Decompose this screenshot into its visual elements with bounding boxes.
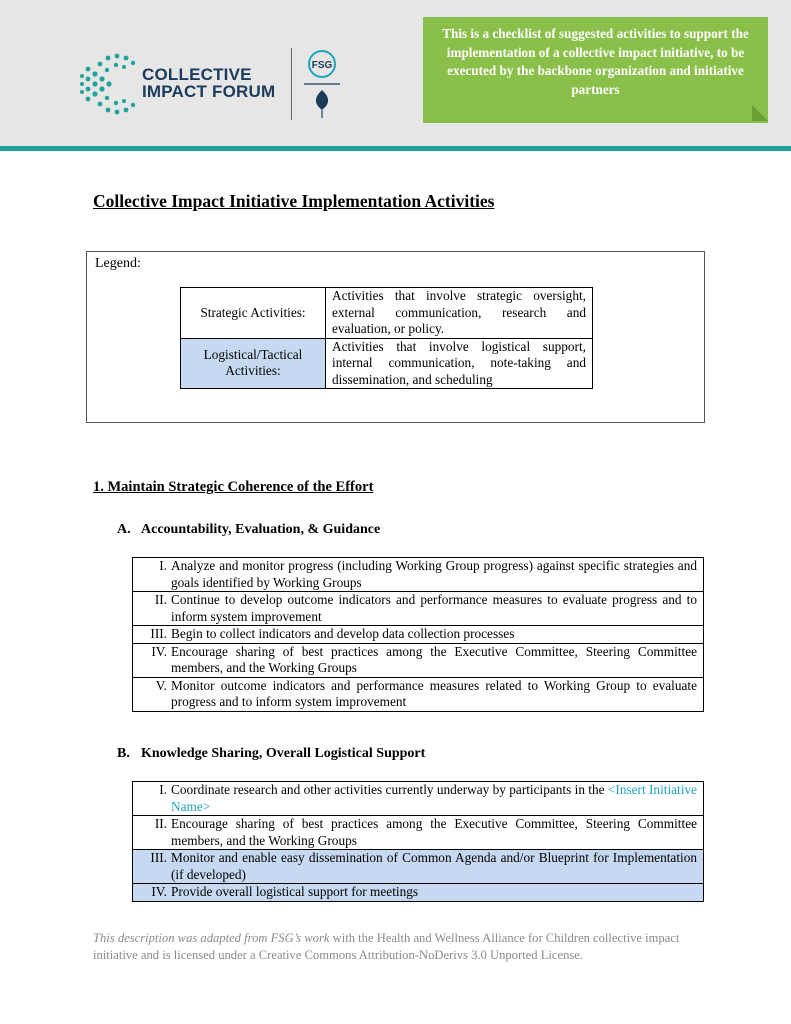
- page-title: Collective Impact Initiative Implementation Activities: [93, 191, 495, 211]
- fsg-logo: [302, 48, 342, 125]
- item-number: IV.: [133, 643, 172, 677]
- logo-line-1: COLLECTIVE: [142, 65, 252, 84]
- item-number: III.: [133, 626, 172, 644]
- footer-italic: This description was adapted from FSG’s work: [93, 931, 330, 945]
- table-row: [133, 643, 704, 677]
- legend-desc: Activities that involve logistical support, internal communication, note-taking and dissemination, and scheduling: [326, 338, 593, 389]
- item-text: Provide overall logistical support for meetings: [171, 884, 704, 902]
- legend-table: [180, 287, 593, 389]
- item-number: III.: [133, 850, 172, 884]
- callout-text: This is a checklist of suggested activities to support the implementation of a collective impact initiative, to be executed by the backbone organization and initiative partners: [442, 26, 749, 97]
- item-number: II.: [133, 816, 172, 850]
- activity-table-b: [132, 781, 704, 902]
- collective-impact-forum-logo-icon: [78, 46, 140, 127]
- legend-label: Legend:: [95, 256, 141, 271]
- subsection-title-text: Knowledge Sharing, Overall Logistical Support: [141, 746, 426, 761]
- legend-type: Logistical/Tactical Activities:: [181, 338, 326, 389]
- table-row: [133, 677, 704, 711]
- subsection-title-text: Accountability, Evaluation, & Guidance: [141, 522, 381, 537]
- table-row: [133, 850, 704, 884]
- activity-table-a: [132, 557, 704, 712]
- item-text: Continue to develop outcome indicators and performance measures to evaluate progress and to inform system improvement: [171, 592, 704, 626]
- item-text: [171, 782, 704, 816]
- callout-banner: [423, 17, 768, 123]
- legend-box: [86, 251, 705, 423]
- item-number: V.: [133, 677, 172, 711]
- legend-row-strategic: [181, 288, 593, 339]
- item-text: Monitor outcome indicators and performance measures related to Working Group to evaluate progress and to inform system improvement: [171, 677, 704, 711]
- table-row: [133, 592, 704, 626]
- table-row: [133, 884, 704, 902]
- item-number: II.: [133, 592, 172, 626]
- header-rule: [0, 146, 791, 151]
- subsection-title-b: [117, 746, 425, 762]
- table-row: [133, 816, 704, 850]
- logo-wordmark: [142, 66, 275, 100]
- item-text: Begin to collect indicators and develop data collection processes: [171, 626, 704, 644]
- leaf-icon: [316, 90, 328, 110]
- footer-rest: with the Health and Wellness Alliance for Children collective impact initiative and is licensed under a Creative Commons Attribution-NoDerivs 3.0 Unported License.: [93, 931, 680, 962]
- footer-attribution: [93, 930, 703, 963]
- legend-row-logistical: [181, 338, 593, 389]
- legend-desc: Activities that involve strategic oversight, external communication, research and evaluation, or policy.: [326, 288, 593, 339]
- item-text-main: Coordinate research and other activities currently underway by participants in the: [171, 782, 608, 797]
- item-number: I.: [133, 558, 172, 592]
- item-text: Monitor and enable easy dissemination of Common Agenda and/or Blueprint for Implementation (if developed): [171, 850, 704, 884]
- item-text: Encourage sharing of best practices among the Executive Committee, Steering Committee members, and the Working Groups: [171, 816, 704, 850]
- initiative-name-placeholder: <Insert Initiative Name>: [171, 782, 697, 814]
- item-text: Encourage sharing of best practices among the Executive Committee, Steering Committee members, and the Working Groups: [171, 643, 704, 677]
- table-row: [133, 626, 704, 644]
- subsection-title-a: [117, 522, 380, 538]
- item-text: Analyze and monitor progress (including Working Group progress) against specific strategies and goals identified by Working Groups: [171, 558, 704, 592]
- table-row: [133, 558, 704, 592]
- logo-line-2: IMPACT FORUM: [142, 82, 276, 101]
- logo-divider: [291, 48, 292, 120]
- callout-fold: [752, 105, 768, 121]
- subsection-letter: A.: [117, 522, 131, 537]
- legend-type: Strategic Activities:: [181, 288, 326, 339]
- subsection-letter: B.: [117, 746, 130, 761]
- item-number: I.: [133, 782, 172, 816]
- section-title: 1. Maintain Strategic Coherence of the Effort: [93, 479, 374, 495]
- table-row: [133, 782, 704, 816]
- fsg-text: FSG: [311, 60, 333, 71]
- item-number: IV.: [133, 884, 172, 902]
